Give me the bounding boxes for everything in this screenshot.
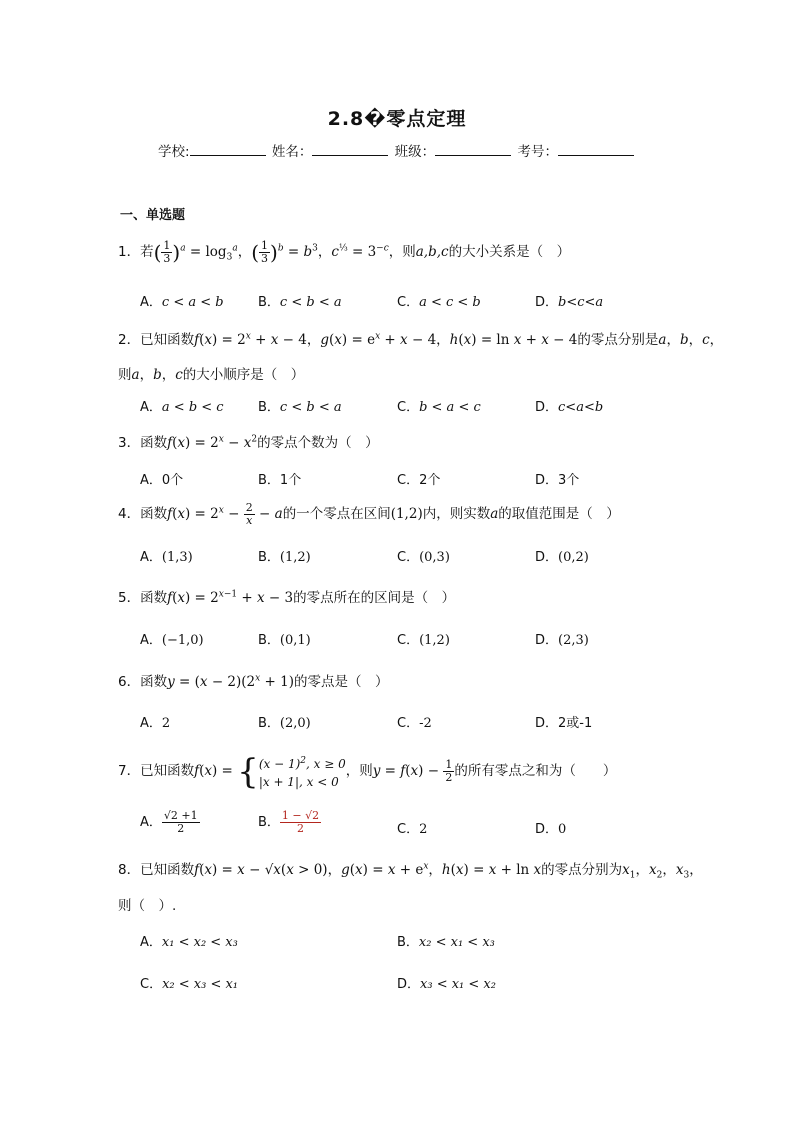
school-label: 学校: [158, 144, 190, 160]
option-d[interactable]: D．3个 [535, 473, 580, 488]
option-b[interactable]: B．(2,0) [258, 716, 311, 731]
option-c[interactable]: C．2 [397, 822, 428, 837]
option-c[interactable]: C．b < a < c [397, 400, 481, 415]
option-a[interactable]: A．(−1,0) [140, 633, 204, 648]
option-a[interactable]: A．(1,3) [140, 550, 193, 565]
option-c[interactable]: C．x₂ < x₃ < x₁ [140, 977, 239, 992]
option-a[interactable]: A．c < a < b [140, 295, 224, 310]
question-number: 1． [118, 244, 141, 260]
question-6: 6．函数$y = (x - 2)(2^x + 1)$的零点是（ ） [118, 673, 389, 690]
number-blank[interactable] [558, 143, 634, 156]
question-2-line2: 则a，b，c的大小顺序是（ ） [118, 367, 305, 383]
question-1: 1．若( $\frac{1}{3}$ )$^a = \log_3^a$，( $\frac{1}{3}$ )$^b = b^3$，$c^{\frac{1}{3}} = 3^{-c}$，则a,b,c的大小关系是（ ） [118, 239, 571, 265]
option-c[interactable]: C．-2 [397, 716, 432, 731]
option-c[interactable]: C．a < c < b [397, 295, 481, 310]
option-b[interactable]: B．(1,2) [258, 550, 311, 565]
option-b[interactable]: B．1个 [258, 473, 302, 488]
option-a[interactable]: A．a < b < c [140, 400, 224, 415]
class-label: 班级： [394, 144, 436, 160]
option-d[interactable]: D．b<c<a [535, 295, 604, 310]
option-b[interactable]: B．(0,1) [258, 633, 311, 648]
question-8: 8．已知函数f(x) = x − √x(x > 0)，$g(x) = x + e^x$，h(x) = x + ln x的零点分别为$x_1$，$x_2$，$x_3$， [118, 861, 703, 881]
number-label: 考号： [517, 144, 558, 160]
school-blank[interactable] [190, 143, 266, 156]
question-5: 5．函数$f(x) = 2^{x-1} + x - 3$的零点所在的区间是（ ） [118, 589, 456, 606]
option-b[interactable]: B．x₂ < x₁ < x₃ [397, 935, 495, 950]
question-2: 2．已知函数$f(x) = 2^x + x - 4$，$g(x) = e^x + x - 4$，h(x) = ln x + x − 4的零点分别是a，b，c， [118, 331, 724, 348]
option-d[interactable]: D．(0,2) [535, 550, 589, 565]
option-a[interactable]: A． $\frac{√2 +1}{2}$ [140, 809, 198, 835]
option-b[interactable]: B．c < b < a [258, 400, 342, 415]
option-c[interactable]: C．2个 [397, 473, 441, 488]
option-d[interactable]: D．2或-1 [535, 716, 593, 731]
student-info-line [0, 140, 794, 160]
question-8-line2: 则（ ）. [118, 898, 177, 914]
option-a[interactable]: A．2 [140, 716, 171, 731]
name-blank[interactable] [312, 143, 388, 156]
question-4: 4．函数$f(x) = 2^x$ − $\frac{2}{x}$ − a的一个零点在区间(1,2)内，则实数a的取值范围是（ ） [118, 501, 620, 527]
option-b[interactable]: B．c < b < a [258, 295, 342, 310]
page-title: 2.8�零点定理 [327, 108, 467, 130]
question-3: 3．函数$f(x) = 2^x - x^2$的零点个数为（ ） [118, 434, 379, 451]
option-b[interactable]: B． $\frac{1 - √2}{2}$ [258, 809, 320, 835]
section-title: 一、单选题 [120, 208, 186, 223]
option-c[interactable]: C．(1,2) [397, 633, 450, 648]
option-c[interactable]: C．(0,3) [397, 550, 450, 565]
option-d[interactable]: D．c<a<b [535, 400, 604, 415]
option-d[interactable]: D．x₃ < x₁ < x₂ [397, 977, 496, 992]
question-stem: 若 [140, 244, 154, 260]
option-a[interactable]: A．x₁ < x₂ < x₃ [140, 935, 238, 950]
option-d[interactable]: D．(2,3) [535, 633, 589, 648]
question-7: 7．已知函数$f(x) = \{(x - 1)^2$, x ≥ 0 |x + 1|, x < 0，则y = f(x) − $\frac{1}{2}$ 的所有零点之和为（ ） [118, 751, 617, 792]
option-a[interactable]: A．0个 [140, 473, 184, 488]
name-label: 姓名： [271, 144, 313, 160]
class-blank[interactable] [435, 143, 511, 156]
option-d[interactable]: D．0 [535, 822, 567, 837]
